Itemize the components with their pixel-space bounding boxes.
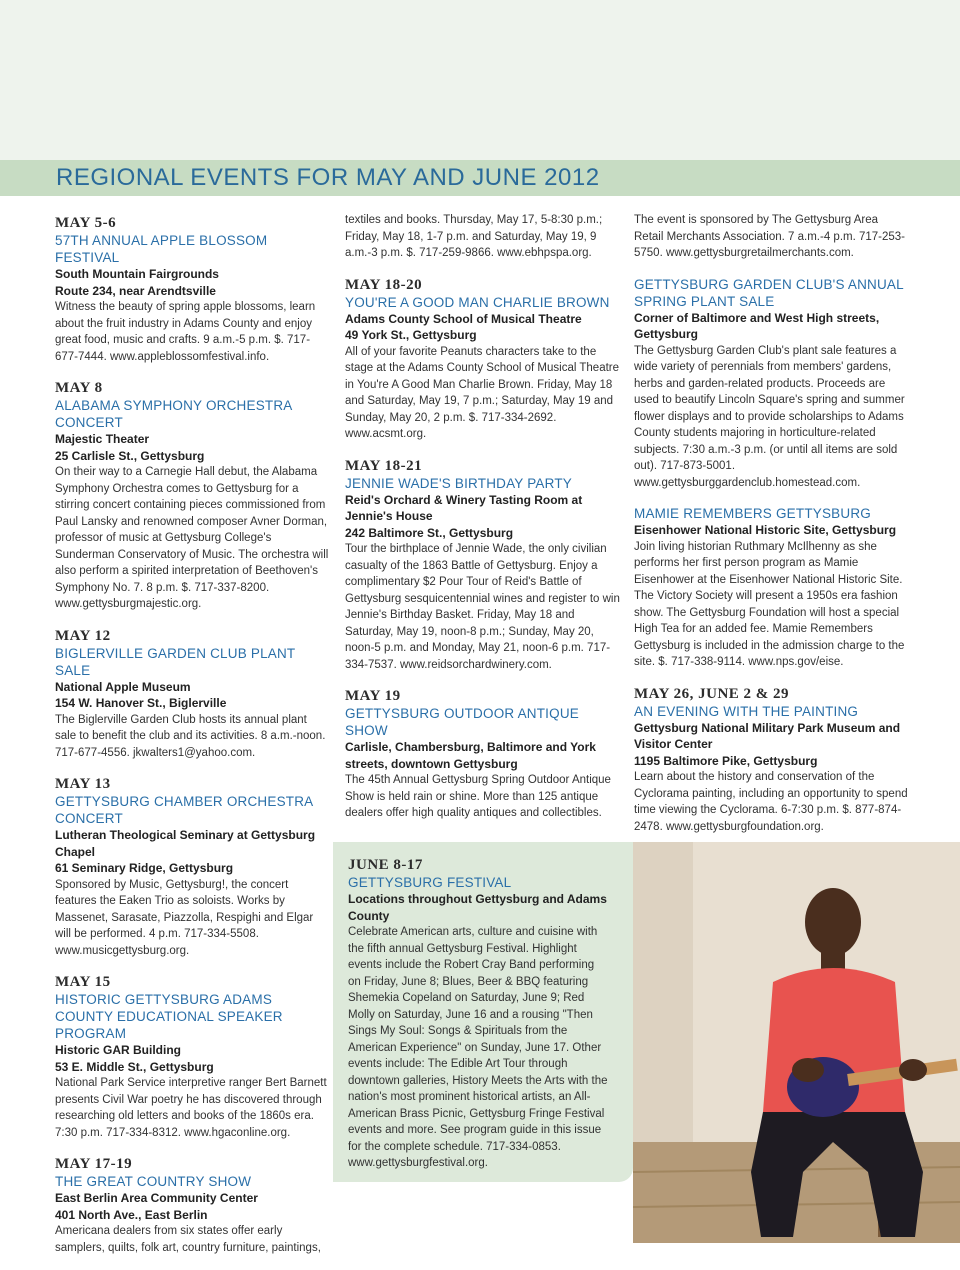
event-listing — [55, 1155, 330, 1256]
event-description: National Park Service interpretive ranger Bert Barnett presents Civil War poetry he has discovered through researching old letters and books of the 1860s era. 7:30 p.m. 717-334-8312. www.hgaconline.org. — [55, 1077, 327, 1139]
event-description: Join living historian Ruthmary McIlhenny as she performs her first person program as Mamie Eisenhower at the Eisenhower National Historic Site. The Victory Society will present a 1950s era fashion show. The Gettysburg Foundation will host a special High Tea for an added fee. Mamie Remembers Gettysburg is included in the admission charge to the site. $. 717-338-9114. www.nps.gov/eise. — [634, 540, 905, 668]
event-date: MAY 18-20 — [345, 276, 423, 293]
event-description: Sponsored by Music, Gettysburg!, the concert features the Eaken Trio as soloists. Works by Massenet, Sarasate, Piazzolla, Respighi and Elgar will be performed. 4 p.m. 717-334-5508. www.musicgettysburg.org. — [55, 878, 314, 957]
event-venue: East Berlin Area Community Center — [55, 1191, 258, 1205]
event-title: YOU'RE A GOOD MAN CHARLIE BROWN — [345, 294, 610, 310]
event-title: GETTYSBURG CHAMBER ORCHESTRA CONCERT — [55, 794, 313, 826]
column-2 — [345, 212, 620, 836]
event-description: Celebrate American arts, culture and cuisine with the fifth annual Gettysburg Festival. Highlight events include the Robert Cray Band performing on Friday, June 8; Blues, Beer & BBQ featuring Shemekia Copeland on Saturday, June 9; Red Molly on Saturday, June 16 and a rousing "Then Sings My Soul: Songs & Spirituals from the American Experience" on Sunday, June 17. Other events include: The Edible Art Tour through downtown galleries, History Meets the Arts with the nation's most prominent historical artists, an All-American Brass Picnic, Gettysburg Fringe Festival events and more. See program guide in this issue for the complete schedule. 717-334-0853. www.gettysburgfestival.org. — [348, 926, 608, 1169]
event-venue: 242 Baltimore St., Gettysburg — [345, 525, 514, 540]
top-band — [0, 0, 960, 160]
event-title: AN EVENING WITH THE PAINTING — [634, 703, 859, 719]
event-date: MAY 5-6 — [55, 215, 117, 231]
event-venue: Gettysburg National Military Park Museum and Visitor Center — [634, 720, 901, 751]
event-description: The Biglerville Garden Club hosts its annual plant sale to benefit the club and its activities. 8 a.m.-noon. 717-677-4556. jkwalters1@yahoo.com. — [55, 713, 326, 759]
event-listing — [634, 505, 910, 671]
event-venue: Majestic Theater — [55, 432, 150, 446]
event-venue: 61 Seminary Ridge, Gettysburg — [55, 861, 234, 875]
event-venue: Corner of Baltimore and West High streets, Gettysburg — [634, 310, 880, 341]
event-date: MAY 12 — [55, 627, 111, 644]
event-venue: 25 Carlisle St., Gettysburg — [55, 448, 205, 463]
event-venue: 53 E. Middle St., Gettysburg — [55, 1059, 214, 1074]
page-title: REGIONAL EVENTS FOR MAY AND JUNE 2012 — [56, 164, 600, 191]
event-venue: Locations throughout Gettysburg and Adams County — [348, 892, 607, 923]
event-date: MAY 17-19 — [55, 1156, 133, 1172]
event-title: 57TH ANNUAL APPLE BLOSSOM FESTIVAL — [55, 233, 268, 265]
musician-illustration — [633, 842, 960, 1243]
event-title: THE GREAT COUNTRY SHOW — [55, 1174, 252, 1189]
event-venue: Historic GAR Building — [55, 1043, 181, 1057]
event-date: MAY 8 — [55, 380, 103, 396]
event-listing — [55, 379, 330, 613]
festival-event — [348, 854, 610, 1172]
event-date: MAY 13 — [55, 776, 111, 792]
event-date: MAY 15 — [55, 974, 111, 990]
event-listing — [345, 687, 620, 822]
event-venue: National Apple Museum — [55, 679, 191, 694]
event-title: JENNIE WADE'S BIRTHDAY PARTY — [345, 475, 572, 491]
event-description: All of your favorite Peanuts characters take to the stage at the Adams County School of Musical Theatre in You're A Good Man Charlie Brown. Friday, May 18 and Saturday, May 19, 7 p.m.; Saturday, May 19 and Sunday, May 20, 2 p.m. $. 717-334-2692. www.acsmt.org. — [345, 345, 620, 440]
event-description: The 45th Annual Gettysburg Spring Outdoor Antique Show is held rain or shine. More than 125 antique dealers offer high quality antiques and collectibles. — [345, 774, 611, 819]
event-title: HISTORIC GETTYSBURG ADAMS COUNTY EDUCATIONAL SPEAKER PROGRAM — [55, 992, 283, 1041]
event-description: Learn about the history and conservation of the Cyclorama painting, including an opportunity to spend time viewing the Cyclorama. 6-7:30 p.m. $. 877-874-2478. www.gettysburgfoundation.org. — [634, 771, 908, 833]
event-description: Tour the birthplace of Jennie Wade, the only civilian casualty of the 1863 Battle of Gettysburg. Enjoy a complimentary $2 Pour Tour of Reid's Battle of Gettysburg sesquicentennial wines and register to win Jennie's Birthday Basket. Friday, May 18 and Saturday, May 19, noon-8 p.m.; Sunday, May 20, noon-5 p.m. and Monday, May 21, noon-6 p.m. 717-334-7537. www.reidsorchardwinery.com. — [345, 543, 620, 671]
event-venue: Reid's Orchard & Winery Tasting Room at Jennie's House — [345, 492, 583, 523]
event-title: GETTYSBURG GARDEN CLUB'S ANNUAL SPRING PLANT SALE — [634, 276, 904, 309]
event-listing — [345, 457, 620, 674]
continued-text: textiles and books. Thursday, May 17, 5-8:30 p.m.; Friday, May 18, 1-7 p.m. and Saturday, May 19, 9 a.m.-3 p.m. $. 717-259-9866. www.ebhpspa.org. — [345, 214, 603, 259]
event-description: Witness the beauty of spring apple blossoms, learn about the fruit industry in Adams County and enjoy great food, music and crafts. 9 a.m.-5 p.m. $. 717-677-7444. www.appleblossomfestival.info. — [55, 301, 316, 363]
event-description: On their way to a Carnegie Hall debut, the Alabama Symphony Orchestra comes to Gettysburg for a stirring concert containing pieces commissioned from Paul Lansky and renowned composer Avner Dorman, professor of music at Gettysburg College's Sunderman Conservatory of Music. The orchestra will also perform a spirited interpretation of Beethoven's Symphony No. 7. 8 p.m. $. 717-337-8200. www.gettysburgmajestic.org. — [55, 466, 329, 610]
event-venue: 154 W. Hanover St., Biglerville — [55, 696, 227, 710]
event-venue: 401 North Ave., East Berlin — [55, 1207, 208, 1222]
event-venue: Carlisle, Chambersburg, Baltimore and York streets, downtown Gettysburg — [345, 740, 596, 771]
event-listing — [55, 973, 330, 1141]
event-venue: Eisenhower National Historic Site, Gettysburg — [634, 523, 897, 537]
event-listing — [55, 627, 330, 762]
event-date: JUNE 8-17 — [348, 857, 423, 873]
column-3 — [634, 212, 910, 849]
event-description: The Gettysburg Garden Club's plant sale features a wide variety of perennials from members' gardens, herbs and garden-related products. Proceeds are used to beautify Lincoln Square's spring and summer flower displays and to provide scholarships to Adams County students majoring in horticulture-related subjects. 7:30 a.m.-3 p.m. (or until all items are sold out). 717-873-5001. www.gettysburggardenclub.homestead.com. — [634, 344, 905, 489]
event-title: MAMIE REMEMBERS GETTYSBURG — [634, 506, 871, 521]
event-venue: Route 234, near Arendtsville — [55, 283, 216, 298]
event-listing — [345, 276, 620, 443]
event-listing — [634, 276, 910, 492]
event-title: GETTYSBURG OUTDOOR ANTIQUE SHOW — [345, 706, 579, 738]
event-date: MAY 18-21 — [345, 457, 423, 474]
event-title: ALABAMA SYMPHONY ORCHESTRA CONCERT — [55, 398, 292, 430]
event-description: Americana dealers from six states offer early samplers, quilts, folk art, country furniture, paintings, — [55, 1225, 321, 1254]
event-venue: 49 York St., Gettysburg — [345, 328, 477, 342]
event-venue: Lutheran Theological Seminary at Gettysburg Chapel — [55, 828, 316, 859]
column-1 — [55, 212, 330, 1270]
event-venue: South Mountain Fairgrounds — [55, 267, 219, 281]
event-listing — [634, 685, 910, 836]
event-listing — [55, 214, 330, 365]
event-venue: Adams County School of Musical Theatre — [345, 311, 582, 326]
festival-box — [333, 842, 633, 1182]
musician-photo — [633, 842, 960, 1243]
event-date: MAY 19 — [345, 688, 401, 704]
event-date: MAY 26, JUNE 2 & 29 — [634, 685, 790, 702]
event-title: BIGLERVILLE GARDEN CLUB PLANT SALE — [55, 645, 296, 678]
event-title: GETTYSBURG FESTIVAL — [348, 875, 512, 890]
continued-text: The event is sponsored by The Gettysburg Area Retail Merchants Association. 7 a.m.-4 p.m. 717-253-5750. www.gettysburgretailmerchants.com. — [634, 214, 906, 259]
event-venue: 1195 Baltimore Pike, Gettysburg — [634, 753, 818, 768]
event-listing — [55, 775, 330, 959]
